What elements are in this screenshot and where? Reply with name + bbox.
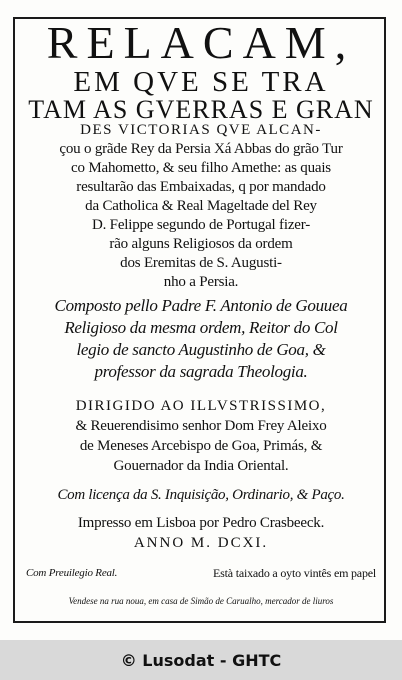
body-line-9: nho a Persia. (163, 274, 239, 290)
body-line-2: çou o grãde Rey da Persia Xá Abbas do grão Tur (59, 141, 343, 157)
copyright-footer: © Lusodat - GHTC (0, 640, 402, 680)
author-line-1: Composto pello Padre F. Antonio de Gouuea (54, 296, 348, 315)
price-note: Està taixado a oyto vintês em papel (213, 566, 376, 580)
dedication-line-1: DIRIGIDO AO ILLVSTRISSIMO, (75, 398, 327, 414)
dedication-line-3: de Meneses Arcebispo de Goa, Primás, & (79, 438, 323, 454)
title-line-3: TAM AS GVERRAS E GRAN (28, 96, 374, 124)
printer-line: Impresso em Lisboa por Pedro Crasbeeck. (77, 515, 325, 531)
body-line-3: co Mahometto, & seu filho Amethe: as quais (71, 160, 331, 176)
dedication-line-4: Gouernador da India Oriental. (113, 458, 289, 474)
privilege-note: Com Preuilegio Real. (26, 567, 118, 579)
body-line-1: DES VICTORIAS QVE ALCAN- (80, 122, 322, 138)
sale-line: Vendese na rua noua, em casa de Simão de Carualho, mercador de liuros (68, 596, 334, 606)
body-line-7: rão alguns Religiosos da ordem (109, 236, 293, 252)
author-line-2: Religioso da mesma ordem, Reitor do Col (64, 318, 338, 337)
author-line-3: legio de sancto Augustinho de Goa, & (76, 340, 326, 359)
body-line-8: dos Eremitas de S. Augusti- (120, 255, 282, 271)
privilege-row (20, 564, 382, 583)
body-line-4: resultarão das Embaixadas, q por mandado (76, 179, 326, 195)
dedication-line-2: & Reuerendisimo senhor Dom Frey Aleixo (75, 418, 327, 434)
year-line: ANNO M. DCXI. (133, 535, 269, 551)
body-line-6: D. Felippe segundo de Portugal fizer- (91, 217, 311, 233)
title-line-1: RELACAM, (46, 20, 356, 66)
author-line-4: professor da sagrada Theologia. (94, 362, 308, 381)
license-line: Com licença da S. Inquisição, Ordinario, & Paço. (57, 487, 345, 503)
body-line-5: da Catholica & Real Mageltade del Rey (85, 198, 317, 214)
title-line-2: EM QVE SE TRA (73, 67, 329, 97)
